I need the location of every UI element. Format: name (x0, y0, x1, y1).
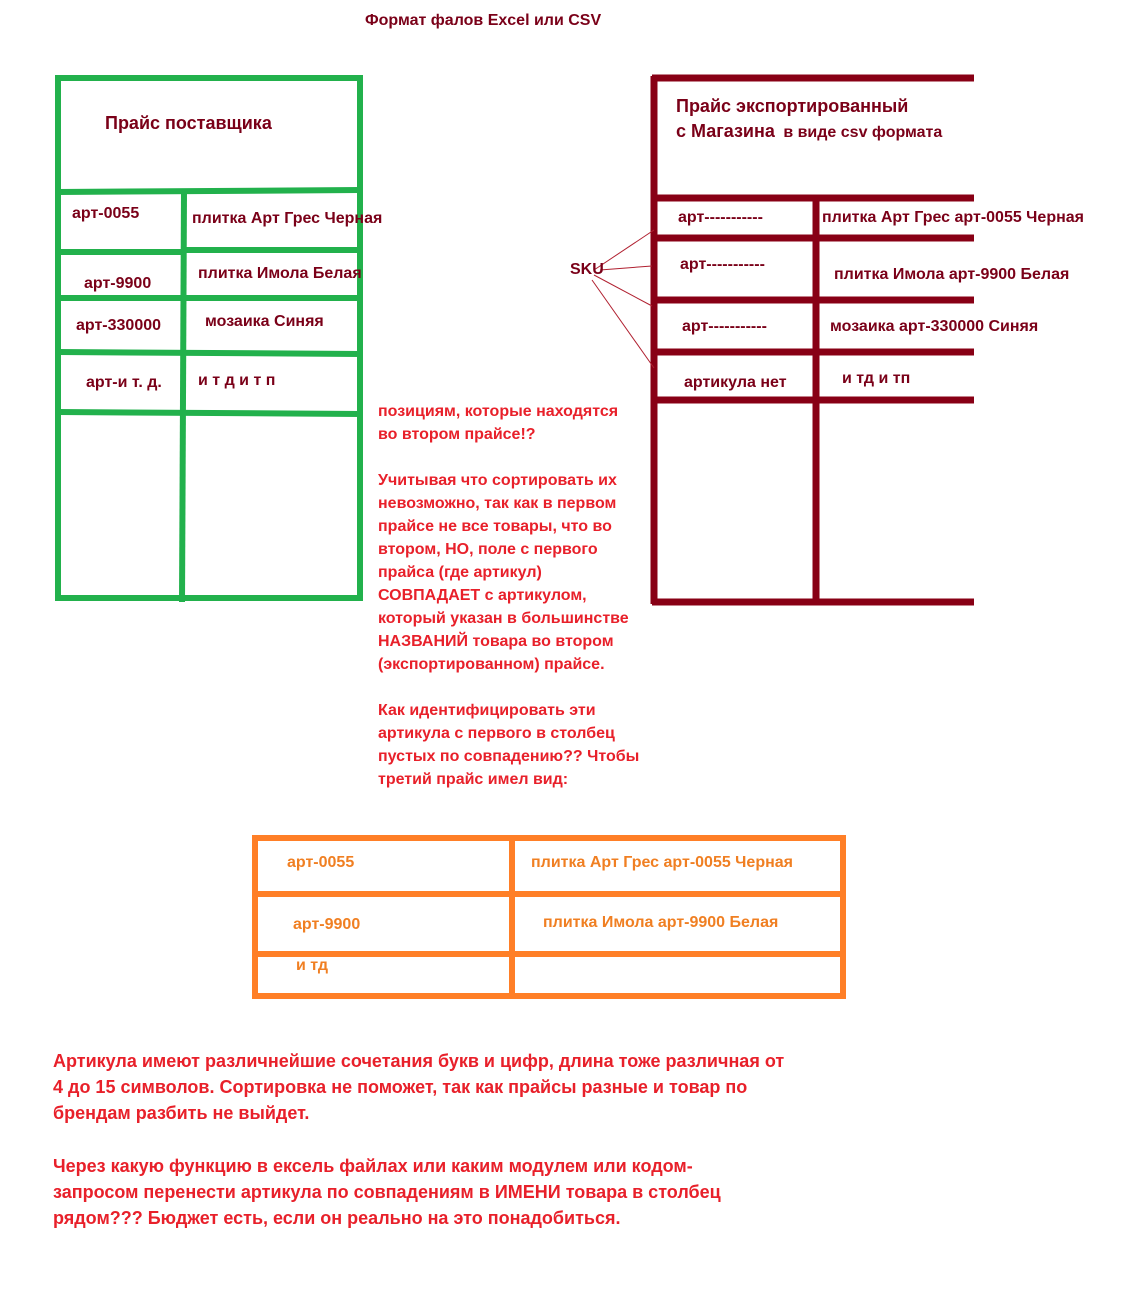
export-article-3: арт----------- (682, 318, 767, 335)
result-name-1: плитка Арт Грес арт-0055 Черная (531, 854, 793, 871)
export-table-header-line2 (676, 121, 942, 142)
result-article-1: арт-0055 (287, 854, 355, 871)
export-article-4: артикула нет (684, 374, 787, 391)
supplier-article-1: арт-0055 (72, 205, 140, 222)
sku-connectors (592, 230, 654, 368)
supplier-article-4: арт-и т. д. (86, 374, 162, 391)
export-name-1: плитка Арт Грес арт-0055 Черная (822, 209, 1084, 226)
supplier-name-2: плитка Имола Белая (198, 265, 362, 282)
export-article-1: арт----------- (678, 209, 763, 226)
result-article-3: и тд (296, 957, 329, 974)
export-table-grid (652, 76, 974, 604)
export-table-header-line1: Прайс экспортированный (676, 96, 909, 116)
middle-explanation: позициям, которые находятся во втором прайсе!? Учитывая что сортировать их невозможно, так как в первом прайсе не все товары, что во втором, НО, поле с первого прайса (где артикул) СОВПАДАЕТ с артикулом, который указан в большинстве НАЗВАНИЙ товара во втором (экспортированном) прайсе. Как идентифицировать эти артикула с первого в столбец пустых по совпадению?? Чтобы третий прайс имел вид: (378, 403, 640, 788)
export-article-2: арт----------- (680, 256, 765, 273)
supplier-table-grid (58, 78, 360, 602)
bottom-paragraph-2: Через какую функцию в ексель файлах или каким модулем или кодом- запросом перенести артикула по совпадениям в ИМЕНИ товара в столбец рядом??? Бюджет есть, если он реально на это понадобиться. (53, 1156, 721, 1228)
export-name-3: мозаика арт-330000 Синяя (830, 318, 1039, 335)
export-name-2: плитка Имола арт-9900 Белая (834, 266, 1070, 283)
supplier-name-3: мозаика Синяя (205, 313, 324, 330)
supplier-article-3: арт-330000 (76, 317, 162, 334)
supplier-table-header: Прайс поставщика (105, 113, 272, 133)
result-article-2: арт-9900 (293, 916, 361, 933)
result-name-2: плитка Имола арт-9900 Белая (543, 914, 779, 931)
supplier-name-1: плитка Арт Грес Черная (192, 210, 383, 227)
page-title: Формат фалов Excel или CSV (365, 12, 602, 29)
supplier-article-2: арт-9900 (84, 275, 152, 292)
export-name-4: и тд и тп (842, 370, 911, 387)
sku-label: SKU (570, 261, 604, 278)
bottom-paragraph-1: Артикула имеют различнейшие сочетания букв и цифр, длина тоже различная от 4 до 15 символов. Сортировка не поможет, так как прайсы разные и товар по брендам разбить не выйдет. (53, 1051, 785, 1123)
export-header-store: с Магазина (676, 121, 775, 141)
export-header-format: в виде csv формата (783, 124, 943, 141)
supplier-name-4: и т д и т п (198, 372, 276, 389)
